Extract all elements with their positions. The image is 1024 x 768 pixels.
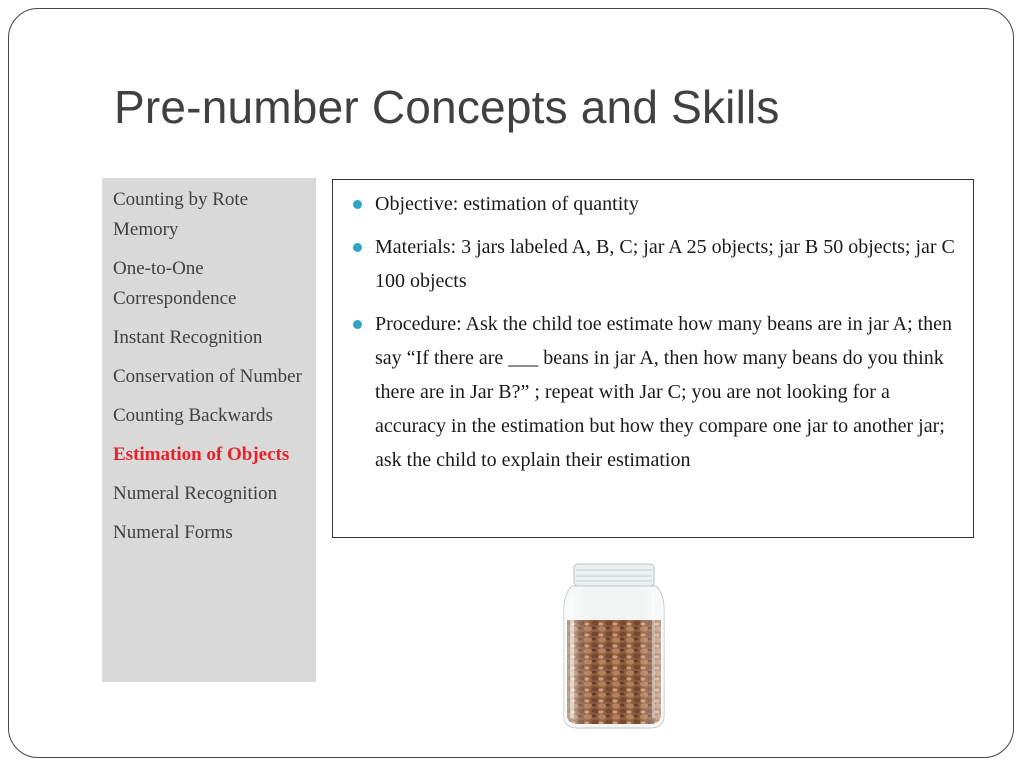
sidebar-item-estimation-of-objects: Estimation of Objects xyxy=(113,444,290,465)
bullet-dot-icon xyxy=(353,320,362,329)
content-box xyxy=(332,179,974,538)
sidebar-item-numeral-recognition: Numeral Recognition xyxy=(113,483,278,504)
sidebar-item-instant-recognition: Instant Recognition xyxy=(113,327,263,348)
sidebar-item-counting-backwards: Counting Backwards xyxy=(113,405,273,426)
bullet-list xyxy=(347,187,959,477)
bullet-dot-icon xyxy=(353,243,362,252)
bullet-materials xyxy=(347,230,959,298)
topics-sidebar xyxy=(102,178,316,682)
bullet-materials-text: Materials: 3 jars labeled A, B, C; jar A 25 objects; jar B 50 objects; jar C 100 objects xyxy=(375,236,955,292)
sidebar-item-one-to-one-correspondence: One-to-One Correspondence xyxy=(113,258,237,309)
bullet-objective xyxy=(347,187,959,221)
bullet-procedure-text: Procedure: Ask the child toe estimate how many beans are in jar A; then say “If there are ___ beans in jar A, then how many beans do you think there are in Jar B?” ; repeat with Jar C; you are not looking for a accuracy in the estimation but how they compare one jar to another jar; ask the child to explain their estimation xyxy=(375,313,953,471)
bean-jar-image xyxy=(556,560,672,732)
sidebar-item-counting-by-rote-memory: Counting by Rote Memory xyxy=(113,189,249,240)
bullet-dot-icon xyxy=(353,200,362,209)
bean-jar-icon xyxy=(556,560,672,732)
sidebar-item-conservation-of-number: Conservation of Number xyxy=(113,366,302,387)
sidebar-item-numeral-forms: Numeral Forms xyxy=(113,522,233,543)
bullet-procedure xyxy=(347,307,959,477)
bullet-objective-text: Objective: estimation of quantity xyxy=(375,193,639,215)
slide-title: Pre-number Concepts and Skills xyxy=(114,81,780,133)
